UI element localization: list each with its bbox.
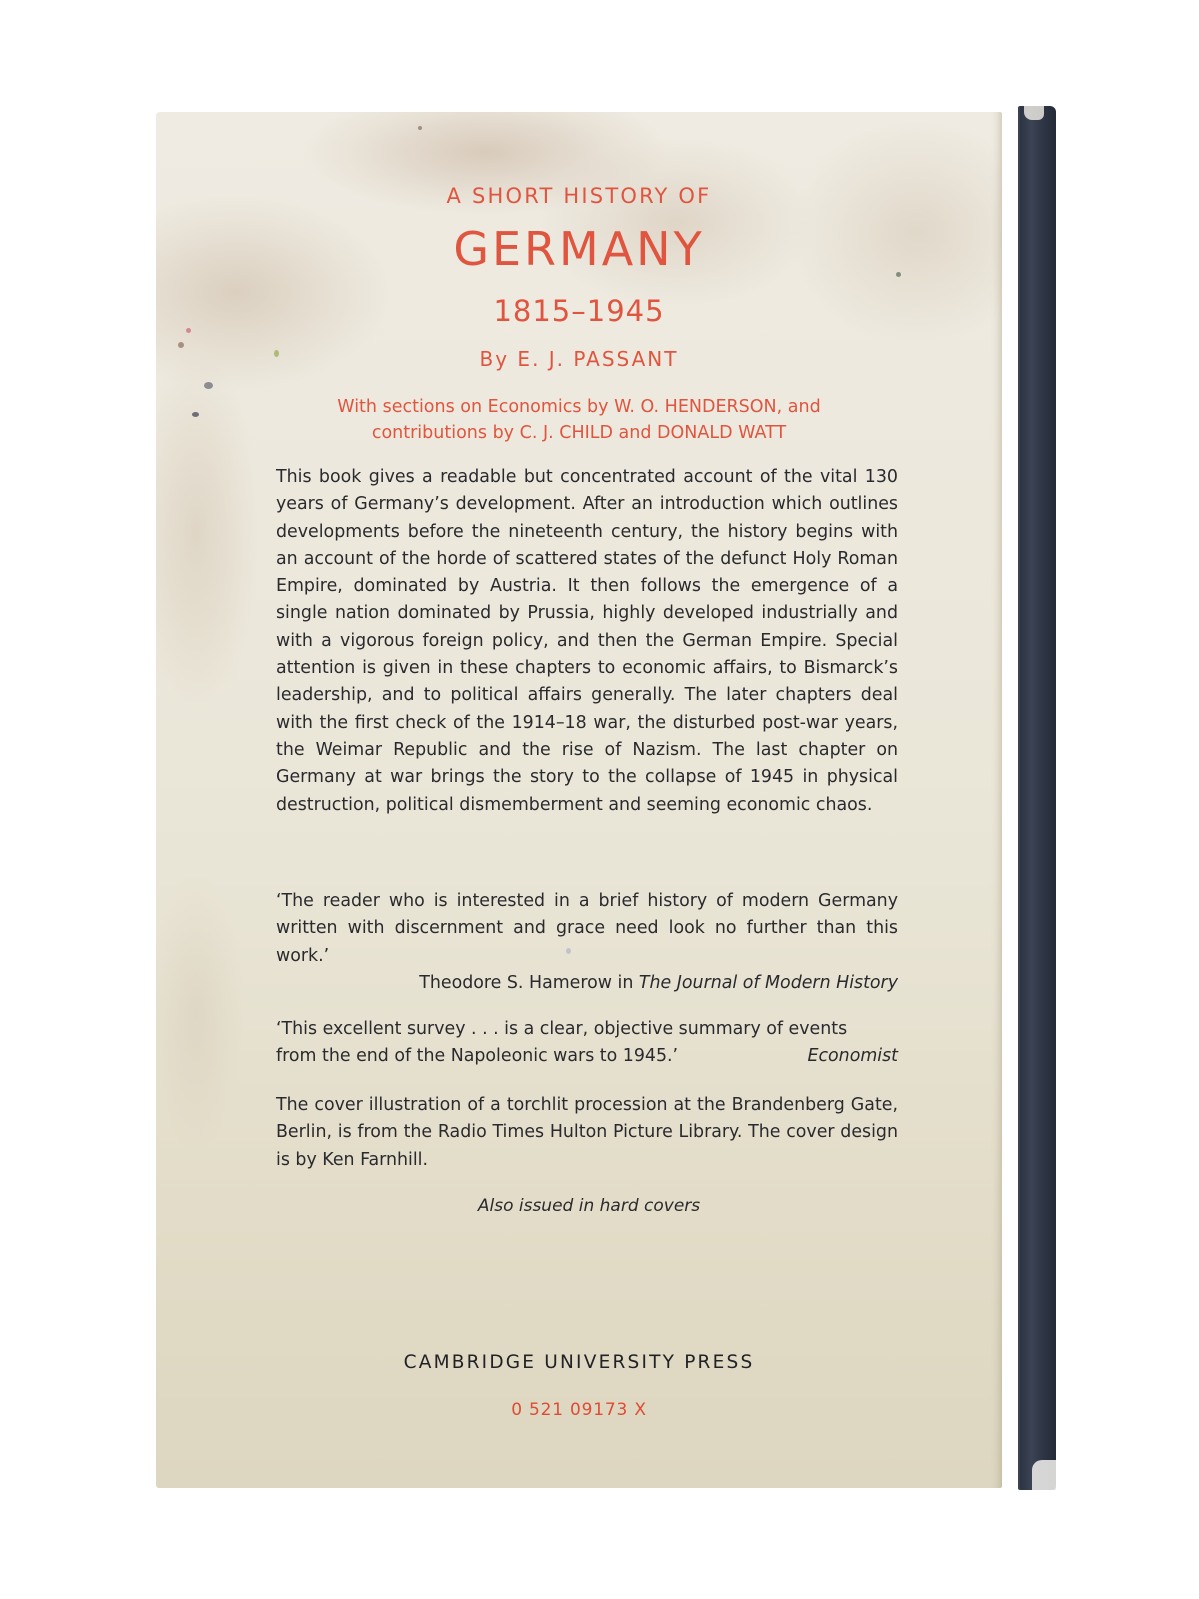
contributors-line: contributions by C. J. CHILD and DONALD WATT [371,423,787,443]
review-hamerow [276,888,898,997]
review-quote-line [276,1043,898,1070]
hardcover-note: Also issued in hard covers [477,1196,701,1216]
review-quote-line: ‘This excellent survey . . . is a clear, objective summary of events [276,1019,848,1039]
book-author: By E. J. PASSANT [479,347,679,371]
review-source: Economist [807,1046,898,1067]
stain-speck [418,126,422,130]
isbn-number: 0 521 09173 X [511,1400,647,1420]
blurb-paragraph: This book gives a readable but concentrated account of the vital 130 years of Germany’s development. After an introduction which outlines developments before the nineteenth century, the history begins with an account of the horde of scattered states of the defunct Holy Roman Empire, dominated by Austria. It then follows the emergence of a single nation dominated by Prussia, highly developed industrially and with a vigorous foreign policy, and then the German Empire. Special attention is given in these chapters to economic affairs, to Bismarck’s leadership, and to political affairs generally. The later chapters deal with the first check of the 1914–18 war, the disturbed post-war years, the Weimar Republic and the rise of Nazism. The last chapter on Germany at war brings the story to the collapse of 1945 in physical destruction, political dismemberment and seeming economic chaos. [276,467,898,815]
review-economist [276,1016,898,1071]
review-quote-text: from the end of the Napoleonic wars to 1945.’ [276,1046,679,1067]
review-source: The Journal of Modern History [638,972,898,993]
reviewer-name: Theodore S. Hamerow in [419,972,634,993]
contributors-line: With sections on Economics by W. O. HENDERSON, and [337,397,821,417]
publisher-name: CAMBRIDGE UNIVERSITY PRESS [403,1352,755,1373]
book-title: GERMANY [453,222,705,276]
review-quote: ‘The reader who is interested in a brief history of modern Germany written with discernment and grace need look no further than this work.’ [276,891,898,966]
contributors [156,394,1002,446]
book-years: 1815–1945 [493,294,665,328]
book-blurb [276,464,898,819]
credits-paragraph: The cover illustration of a torchlit procession at the Brandenberg Gate, Berlin, is from the Radio Times Hulton Picture Library. The cover design is by Ken Farnhill. [276,1095,898,1170]
stain-speck [186,328,191,333]
cover-credits [276,1092,898,1174]
book-back-cover [156,112,1056,1490]
cover-page [156,112,1002,1488]
review-attribution [276,970,898,997]
stain-speck [204,382,213,389]
book-spine [1018,106,1056,1490]
title-prefix: A SHORT HISTORY OF [446,184,712,208]
